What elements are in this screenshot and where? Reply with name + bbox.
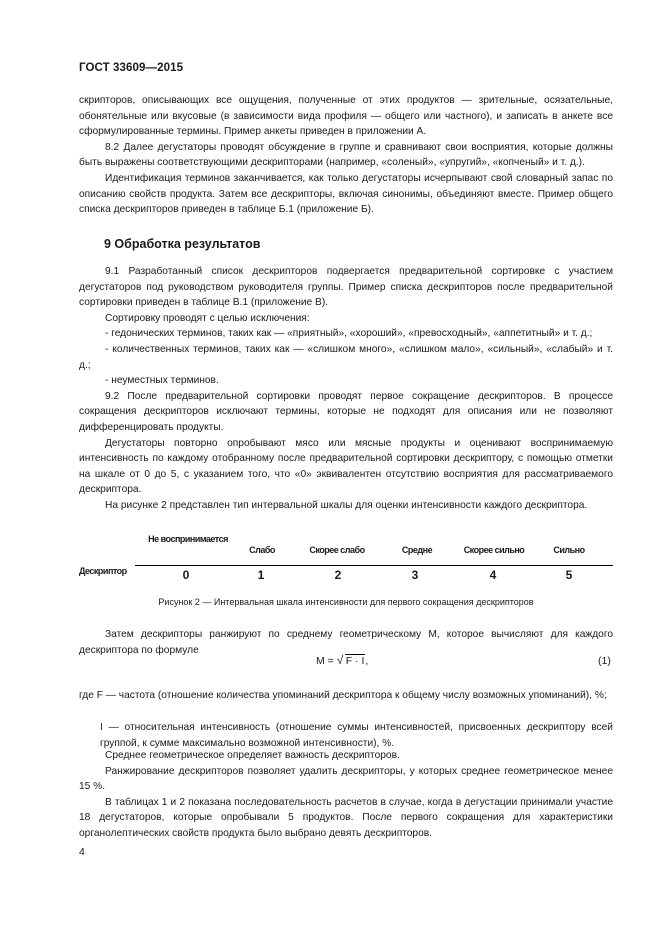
formula xyxy=(316,655,368,667)
section-heading: 9 Обработка результатов xyxy=(104,237,261,251)
formula-radicand: F · I xyxy=(345,655,365,667)
paragraph: скрипторов, описывающих все ощущения, полученные от этих продуктов — зрительные, осязательные, обонятельные или вкусовые (в зависимости вида профиля — общего или частного), и записать в анкете все сформулированные термины. Пример анкеты приведен в приложении А. xyxy=(79,95,613,138)
scale-label-3: Средне xyxy=(401,545,433,555)
scale-label-0: Не воспринимается xyxy=(148,534,228,544)
scale-value-1: 1 xyxy=(257,568,265,582)
figure-caption: Рисунок 2 — Интервальная шкала интенсивности для первого сокращения дескрипторов xyxy=(158,597,534,607)
intro-section xyxy=(79,93,613,218)
closing-section xyxy=(79,748,613,842)
paragraph: Затем дескрипторы ранжируют по среднему геометрическому M, которое вычисляют для каждого дескриптора по формуле xyxy=(79,629,613,656)
paragraph: Среднее геометрическое определяет важность дескрипторов. xyxy=(105,750,400,761)
scale-label-1: Слабо xyxy=(249,545,275,555)
descriptor-label: Дескриптор xyxy=(79,566,127,576)
formula-tail: , xyxy=(365,655,369,667)
paragraph: 9.2 После предварительной сортировки проводят первое сокращение дескрипторов. В процессе сокращения дескрипторов исключают термины, которые не подходят для описания или не позволяют дифференцировать продукты. xyxy=(79,390,613,433)
scale-label-4: Скорее сильно xyxy=(463,545,525,555)
formula-lhs: M = xyxy=(316,655,334,667)
paragraph: Сортировку проводят с целью исключения: xyxy=(105,312,310,324)
paragraph: 8.2 Далее дегустаторы проводят обсуждение в группе и сравнивают свои восприятия, которые должны быть выражены соответствующими дескрипторами (например, «соленый», «упругий», «копченый» и т. д.). xyxy=(79,141,613,169)
paragraph: В таблицах 1 и 2 показана последовательность расчетов в случае, когда в дегустации принимали участие 18 дегустаторов, которые опробывали 5 продуктов. После первого сокращения для характеристики органолептических свойств продукта было выбрано девять дескрипторов. xyxy=(79,796,613,839)
section9-text xyxy=(79,264,613,514)
list-item: - гедонических терминов, таких как — «приятный», «хороший», «превосходный», «аппетитный» и т. д.; xyxy=(105,328,593,340)
document-header: ГОСТ 33609—2015 xyxy=(79,62,184,74)
page-number: 4 xyxy=(79,846,85,858)
scale-label-2: Скорее слабо xyxy=(309,545,365,555)
paragraph: Идентификация терминов заканчивается, как только дегустаторы исчерпывают свой словарный запас по описанию свойств продукта. Затем все дескрипторы, включая синонимы, объединяют вместе. Пример общего списка дескрипторов приведен в таблице Б.1 (приложение Б). xyxy=(79,172,613,216)
scale-value-5: 5 xyxy=(565,568,573,582)
scale-axis-line xyxy=(135,565,613,566)
list-item: - количественных терминов, таких как — «слишком много», «слишком мало», «сильный», «слабый» и т. д.; xyxy=(79,343,613,371)
paragraph: На рисунке 2 представлен тип интервальной шкалы для оценки интенсивности каждого дескриптора. xyxy=(105,499,588,511)
sqrt-symbol: √ F · I xyxy=(336,653,365,667)
paragraph: 9.1 Разработанный список дескрипторов подвергается предварительной сортировке с участием дегустаторов под руководством руководителя группы. Пример списка дескрипторов после предварительной сортировки приведен в таблице В.1 (приложение В). xyxy=(79,266,613,309)
paragraph: Ранжирование дескрипторов позволяет удалить дескрипторы, у которых среднее геометрическое менее 15 %. xyxy=(79,765,613,793)
intensity-scale-figure xyxy=(79,532,613,588)
formula-number: (1) xyxy=(598,655,611,667)
where-f-text: где F — частота (отношение количества упоминаний дескриптора к общему числу возможных упоминаний), %; xyxy=(79,690,607,701)
scale-value-4: 4 xyxy=(489,568,497,582)
scale-label-5: Сильно xyxy=(553,545,585,555)
scale-value-2: 2 xyxy=(334,568,342,582)
scale-value-0: 0 xyxy=(182,568,190,582)
where-i: I — относительная интенсивность (отношение суммы интенсивностей, присвоенных дескриптору всей группой, к сумме максимально возможной интенсивности), %. xyxy=(100,722,613,749)
scale-value-3: 3 xyxy=(411,568,419,582)
where-f xyxy=(79,688,613,704)
paragraph: Дегустаторы повторно опробывают мясо или мясные продукты и оценивают воспринимаемую интенсивность по каждому отобранному после предварительной сортировки дескриптору, с помощью отметки на шкале от 0 до 5, с указанием того, что «0» эквивалентен отсутствию восприятия для рассматриваемого дескриптора. xyxy=(79,437,613,496)
list-item: - неуместных терминов. xyxy=(105,375,219,387)
